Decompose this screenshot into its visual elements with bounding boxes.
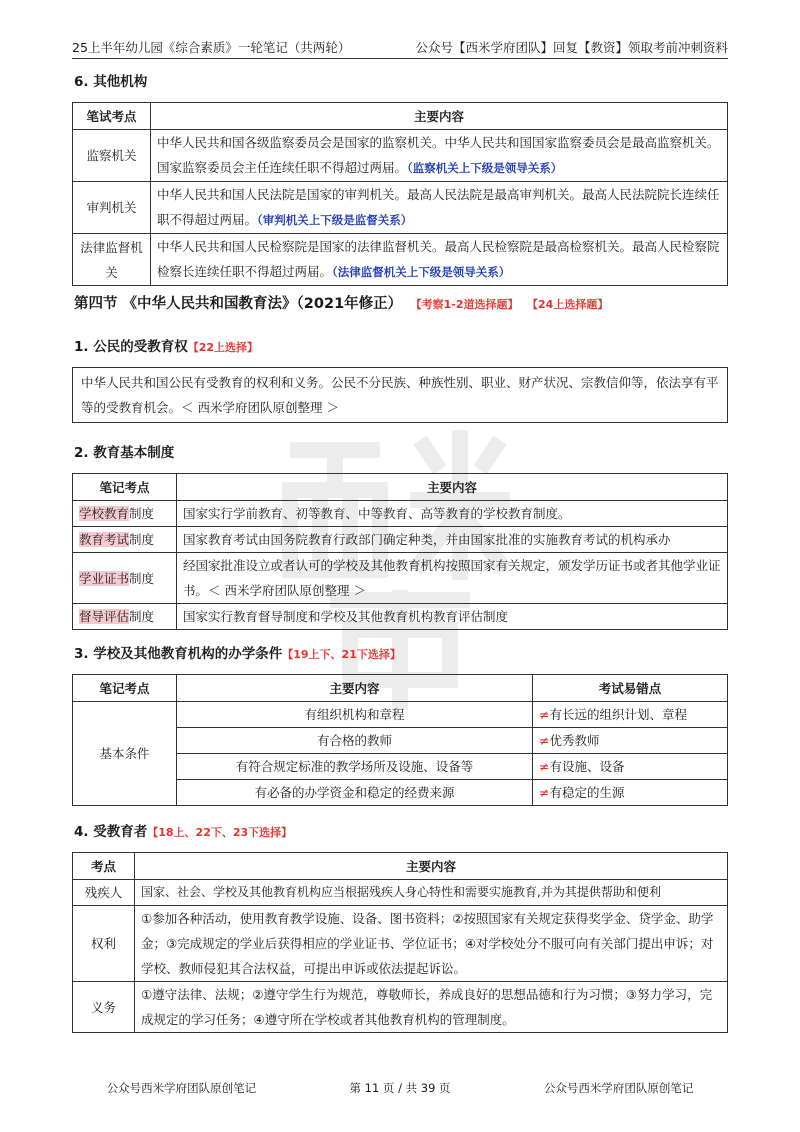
- row-key: 学业证书制度: [73, 553, 177, 604]
- row-content: 经国家批准设立或者认可的学校及其他教育机构按照国家有关规定，颁发学历证书或者其他学业证书。＜ 西米学府团队原创整理 ＞: [177, 553, 728, 604]
- row-key: 审判机关: [73, 182, 151, 234]
- row-content: ①遵守法律、法规；②遵守学生行为规范，尊敬师长，养成良好的思想品德和行为习惯；③努力学习，完成规定的学习任务；④遵守所在学校或者其他教育机构的管理制度。: [135, 982, 728, 1033]
- table-row: [73, 553, 728, 604]
- row-content: 中华人民共和国人民检察院是国家的法律监督机关。最高人民检察院是最高检察机关。最高人民检察院检察长连续任职不得超过两届。（法律监督机关上下级是领导关系）: [151, 234, 728, 286]
- table-row: [73, 527, 728, 553]
- row-key: 教育考试制度: [73, 527, 177, 553]
- row-error: ≠有设施、设备: [533, 754, 728, 780]
- col-header-content: 主要内容: [177, 675, 533, 702]
- table-row: [73, 234, 728, 286]
- row-content: 国家、社会、学校及其他教育机构应当根据残疾人身心特性和需要实施教育,并为其提供帮助和便利: [135, 880, 728, 906]
- page-number: 第 11 页 / 共 39 页: [349, 1081, 451, 1095]
- page-header: [72, 34, 728, 59]
- page-content: [72, 66, 728, 1033]
- row-key: 法律监督机关: [73, 234, 151, 286]
- col-header-point: 笔记考点: [73, 675, 177, 702]
- section-tag-1: 【考察1-2道选择题】: [416, 298, 519, 311]
- row-content: 国家实行教育督导制度和学校及其他教育机构教育评估制度: [177, 604, 728, 630]
- table-row: [73, 182, 728, 234]
- table-row: [73, 906, 728, 982]
- row-error: ≠有长远的组织计划、章程: [533, 702, 728, 728]
- col-header-errors: 考试易错点: [533, 675, 728, 702]
- table-school-conditions: [72, 674, 728, 806]
- table-row: [73, 501, 728, 527]
- table-row: [73, 880, 728, 906]
- text-box-right-to-education: 中华人民共和国公民有受教育的权利和义务。公民不分民族、种族性别、职业、财产状况、宗教信仰等，依法享有平等的受教育机会。＜ 西米学府团队原创整理 ＞: [72, 367, 728, 423]
- table-educatees: [72, 852, 728, 1033]
- row-error: ≠有稳定的生源: [533, 780, 728, 806]
- heading-school-conditions: 3. 学校及其他教育机构的办学条件【19上下、21下选择】: [74, 646, 401, 662]
- heading-right-to-education: 1. 公民的受教育权【22上选择】: [74, 339, 259, 355]
- heading-other-organs: 6. 其他机构: [74, 74, 148, 90]
- col-header-content: 主要内容: [135, 853, 728, 880]
- table-other-organs: [72, 102, 728, 286]
- section-tag-2: 【24上选择题】: [532, 298, 609, 311]
- col-header-content: 主要内容: [177, 474, 728, 501]
- table-basic-systems: [72, 473, 728, 630]
- page-footer: [72, 1080, 728, 1096]
- header-left: 25上半年幼儿园《综合素质》一轮笔记（共两轮）: [72, 40, 351, 55]
- row-content: ①参加各种活动，使用教育教学设施、设备、图书资料；②按照国家有关规定获得奖学金、贷学金、助学金；③完成规定的学业后获得相应的学业证书、学位证书；④对学校处分不服可向有关部门提出申诉；对学校、教师侵犯其合法权益，可提出申诉或依法提起诉讼。: [135, 906, 728, 982]
- row-content: 有必备的办学资金和稳定的经费来源: [177, 780, 533, 806]
- table-row: [73, 604, 728, 630]
- footer-right: 公众号西米学府团队原创笔记: [543, 1081, 694, 1095]
- row-content: 中华人民共和国人民法院是国家的审判机关。最高人民法院是最高审判机关。最高人民法院院长连续任职不得超过两届。（审判机关上下级是监督关系）: [151, 182, 728, 234]
- row-key: 督导评估制度: [73, 604, 177, 630]
- table-row: [73, 982, 728, 1033]
- row-content: 国家教育考试由国务院教育行政部门确定种类，并由国家批准的实施教育考试的机构承办: [177, 527, 728, 553]
- col-header-content: 主要内容: [151, 103, 728, 130]
- row-error: ≠优秀教师: [533, 728, 728, 754]
- col-header-point: 笔记考点: [73, 474, 177, 501]
- header-right: 公众号【西米学府团队】回复【教资】领取考前冲刺资料: [415, 40, 728, 55]
- row-note: （监察机关上下级是领导关系）: [407, 161, 563, 175]
- row-content: 国家实行学前教育、初等教育、中等教育、高等教育的学校教育制度。: [177, 501, 728, 527]
- section-title: 第四节 《中华人民共和国教育法》（2021年修正） 【考察1-2道选择题】 【24上选择题】: [74, 296, 609, 312]
- row-content: 有符合规定标准的教学场所及设施、设备等: [177, 754, 533, 780]
- row-key: 义务: [73, 982, 135, 1033]
- table-row: [73, 130, 728, 182]
- row-key: 残疾人: [73, 880, 135, 906]
- heading-educatees: 4. 受教育者【18上、22下、23下选择】: [74, 824, 293, 840]
- footer-left: 公众号西米学府团队原创笔记: [106, 1081, 257, 1095]
- col-header-point: 考点: [73, 853, 135, 880]
- table-row: [73, 702, 728, 728]
- row-content: 有组织机构和章程: [177, 702, 533, 728]
- row-content: 中华人民共和国各级监察委员会是国家的监察机关。中华人民共和国国家监察委员会是最高监察机关。国家监察委员会主任连续任职不得超过两届。（监察机关上下级是领导关系）: [151, 130, 728, 182]
- row-key: 权利: [73, 906, 135, 982]
- row-content: 有合格的教师: [177, 728, 533, 754]
- heading-basic-systems: 2. 教育基本制度: [74, 445, 175, 461]
- row-key: 基本条件: [73, 702, 177, 806]
- row-note: （法律监督机关上下级是领导关系）: [332, 265, 511, 279]
- row-key: 监察机关: [73, 130, 151, 182]
- row-key: 学校教育制度: [73, 501, 177, 527]
- col-header-point: 笔试考点: [73, 103, 151, 130]
- row-note: （审判机关上下级是监督关系）: [257, 213, 413, 227]
